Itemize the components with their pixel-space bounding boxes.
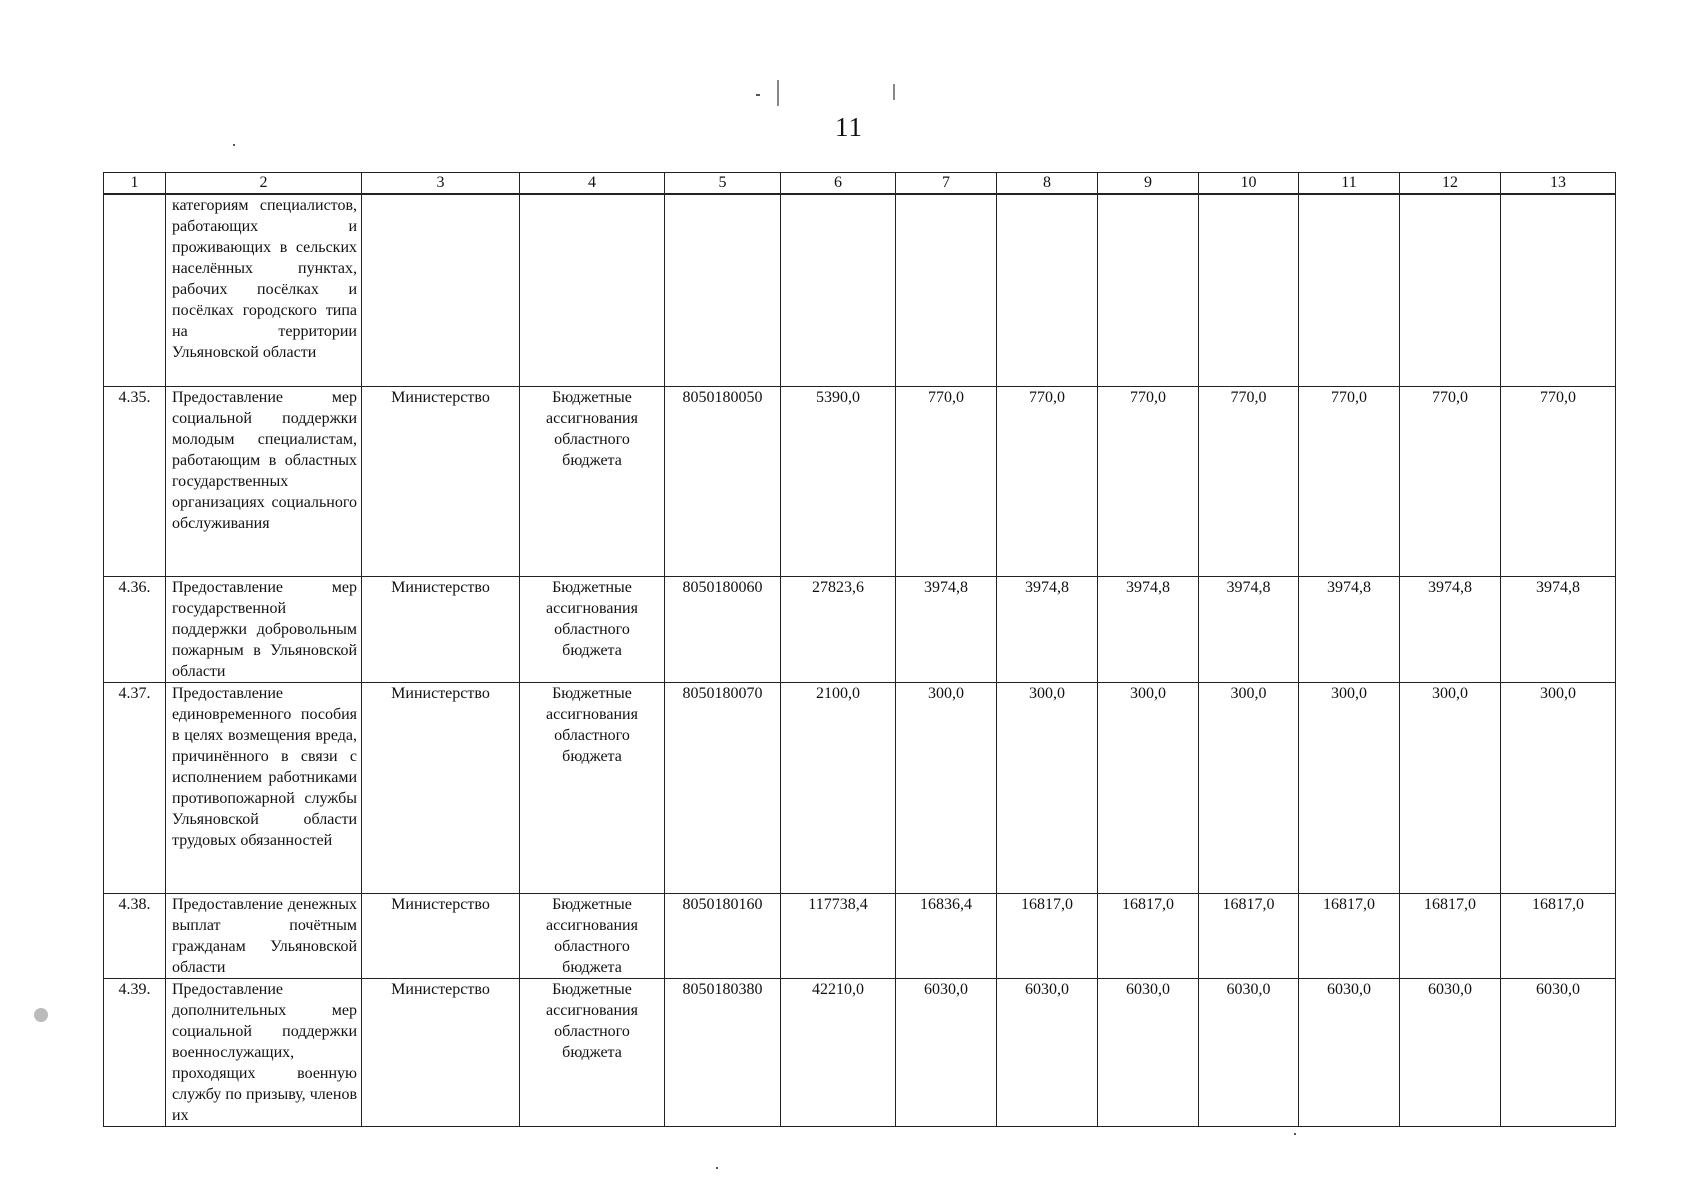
column-number-row [104, 173, 1616, 195]
amount-cell: 16817,0 [1400, 893, 1501, 978]
column-header: 3 [362, 173, 520, 195]
amount-cell: 16817,0 [1199, 893, 1299, 978]
column-header: 9 [1098, 173, 1199, 195]
scan-speck [893, 84, 895, 100]
amount-cell: 6030,0 [1098, 978, 1199, 1126]
row-number [104, 194, 166, 386]
row-number: 4.36. [104, 576, 166, 682]
executor: Министерство [362, 978, 520, 1126]
amount-cell: 6030,0 [997, 978, 1098, 1126]
funding-source: Бюджетные ассигнования областного бюджета [520, 978, 665, 1126]
amount-cell: 300,0 [1400, 682, 1501, 893]
amount-cell: 770,0 [1501, 386, 1616, 576]
amount-cell: 6030,0 [1299, 978, 1400, 1126]
measure-name: Предоставление дополнительных мер социальной поддержки военнослужащих, проходящих военную службу по призыву, членов их [166, 978, 362, 1126]
amount-cell [781, 194, 896, 386]
amount-cell: 770,0 [1400, 386, 1501, 576]
table-row [104, 893, 1616, 978]
amount-cell: 770,0 [896, 386, 997, 576]
column-header: 5 [665, 173, 781, 195]
table-row [104, 682, 1616, 893]
executor: Министерство [362, 893, 520, 978]
amount-cell [1098, 194, 1199, 386]
column-header: 13 [1501, 173, 1616, 195]
funding-source [520, 194, 665, 386]
funding-source: Бюджетные ассигнования областного бюджета [520, 682, 665, 893]
budget-code: 8050180380 [665, 978, 781, 1126]
scan-speck [233, 144, 235, 146]
table-row [104, 386, 1616, 576]
amount-cell: 6030,0 [896, 978, 997, 1126]
row-number: 4.38. [104, 893, 166, 978]
column-header: 1 [104, 173, 166, 195]
amount-cell: 3974,8 [1400, 576, 1501, 682]
column-header: 6 [781, 173, 896, 195]
measure-name: Предоставление единовременного пособия в целях возмещения вреда, причинённого в связи с исполнением работниками противопожарной службы Ульяновской области трудовых обязанностей [166, 682, 362, 893]
scan-speck [1294, 1133, 1296, 1135]
row-number: 4.37. [104, 682, 166, 893]
amount-cell: 3974,8 [896, 576, 997, 682]
amount-cell: 3974,8 [1299, 576, 1400, 682]
budget-code: 8050180070 [665, 682, 781, 893]
executor: Министерство [362, 682, 520, 893]
funding-source: Бюджетные ассигнования областного бюджета [520, 893, 665, 978]
budget-code: 8050180160 [665, 893, 781, 978]
amount-cell: 16817,0 [1501, 893, 1616, 978]
column-header: 11 [1299, 173, 1400, 195]
table-row-continuation [104, 194, 1616, 386]
budget-table [103, 172, 1616, 1127]
amount-cell [1400, 194, 1501, 386]
funding-source: Бюджетные ассигнования областного бюджета [520, 576, 665, 682]
amount-cell: 3974,8 [997, 576, 1098, 682]
executor: Министерство [362, 386, 520, 576]
amount-cell: 6030,0 [1400, 978, 1501, 1126]
row-number: 4.35. [104, 386, 166, 576]
amount-cell: 3974,8 [1501, 576, 1616, 682]
budget-code: 8050180060 [665, 576, 781, 682]
amount-cell: 770,0 [1299, 386, 1400, 576]
scan-speck [756, 94, 760, 96]
amount-cell: 5390,0 [781, 386, 896, 576]
measure-name: Предоставление денежных выплат почётным гражданам Ульяновской области [166, 893, 362, 978]
executor [362, 194, 520, 386]
amount-cell [1501, 194, 1616, 386]
column-header: 12 [1400, 173, 1501, 195]
amount-cell: 3974,8 [1199, 576, 1299, 682]
funding-source: Бюджетные ассигнования областного бюджета [520, 386, 665, 576]
amount-cell: 2100,0 [781, 682, 896, 893]
amount-cell [997, 194, 1098, 386]
measure-name: Предоставление мер социальной поддержки молодым специалистам, работающим в областных государственных организациях социального обслуживания [166, 386, 362, 576]
budget-code [665, 194, 781, 386]
scan-speck [777, 80, 779, 106]
amount-cell: 300,0 [1501, 682, 1616, 893]
amount-cell: 300,0 [1098, 682, 1199, 893]
scan-speck [716, 1167, 718, 1169]
column-header: 2 [166, 173, 362, 195]
amount-cell: 16836,4 [896, 893, 997, 978]
executor: Министерство [362, 576, 520, 682]
amount-cell: 6030,0 [1199, 978, 1299, 1126]
table-row [104, 576, 1616, 682]
table-row [104, 978, 1616, 1126]
amount-cell: 300,0 [1199, 682, 1299, 893]
amount-cell [1299, 194, 1400, 386]
measure-name: Предоставление мер государственной поддержки добровольным пожарным в Ульяновской области [166, 576, 362, 682]
amount-cell: 770,0 [997, 386, 1098, 576]
page-number: 11 [835, 112, 863, 142]
amount-cell: 16817,0 [1299, 893, 1400, 978]
amount-cell: 300,0 [1299, 682, 1400, 893]
column-header: 4 [520, 173, 665, 195]
amount-cell [896, 194, 997, 386]
budget-code: 8050180050 [665, 386, 781, 576]
amount-cell: 3974,8 [1098, 576, 1199, 682]
amount-cell: 16817,0 [997, 893, 1098, 978]
amount-cell: 300,0 [896, 682, 997, 893]
column-header: 8 [997, 173, 1098, 195]
measure-name: категориям специалистов, работающих и проживающих в сельских населённых пунктах, рабочих посёлках и посёлках городского типа на территории Ульяновской области [166, 194, 362, 386]
amount-cell: 6030,0 [1501, 978, 1616, 1126]
scan-speck [34, 1008, 48, 1022]
amount-cell: 770,0 [1199, 386, 1299, 576]
amount-cell: 300,0 [997, 682, 1098, 893]
amount-cell: 27823,6 [781, 576, 896, 682]
amount-cell: 117738,4 [781, 893, 896, 978]
column-header: 7 [896, 173, 997, 195]
amount-cell: 16817,0 [1098, 893, 1199, 978]
row-number: 4.39. [104, 978, 166, 1126]
column-header: 10 [1199, 173, 1299, 195]
amount-cell [1199, 194, 1299, 386]
amount-cell: 770,0 [1098, 386, 1199, 576]
amount-cell: 42210,0 [781, 978, 896, 1126]
